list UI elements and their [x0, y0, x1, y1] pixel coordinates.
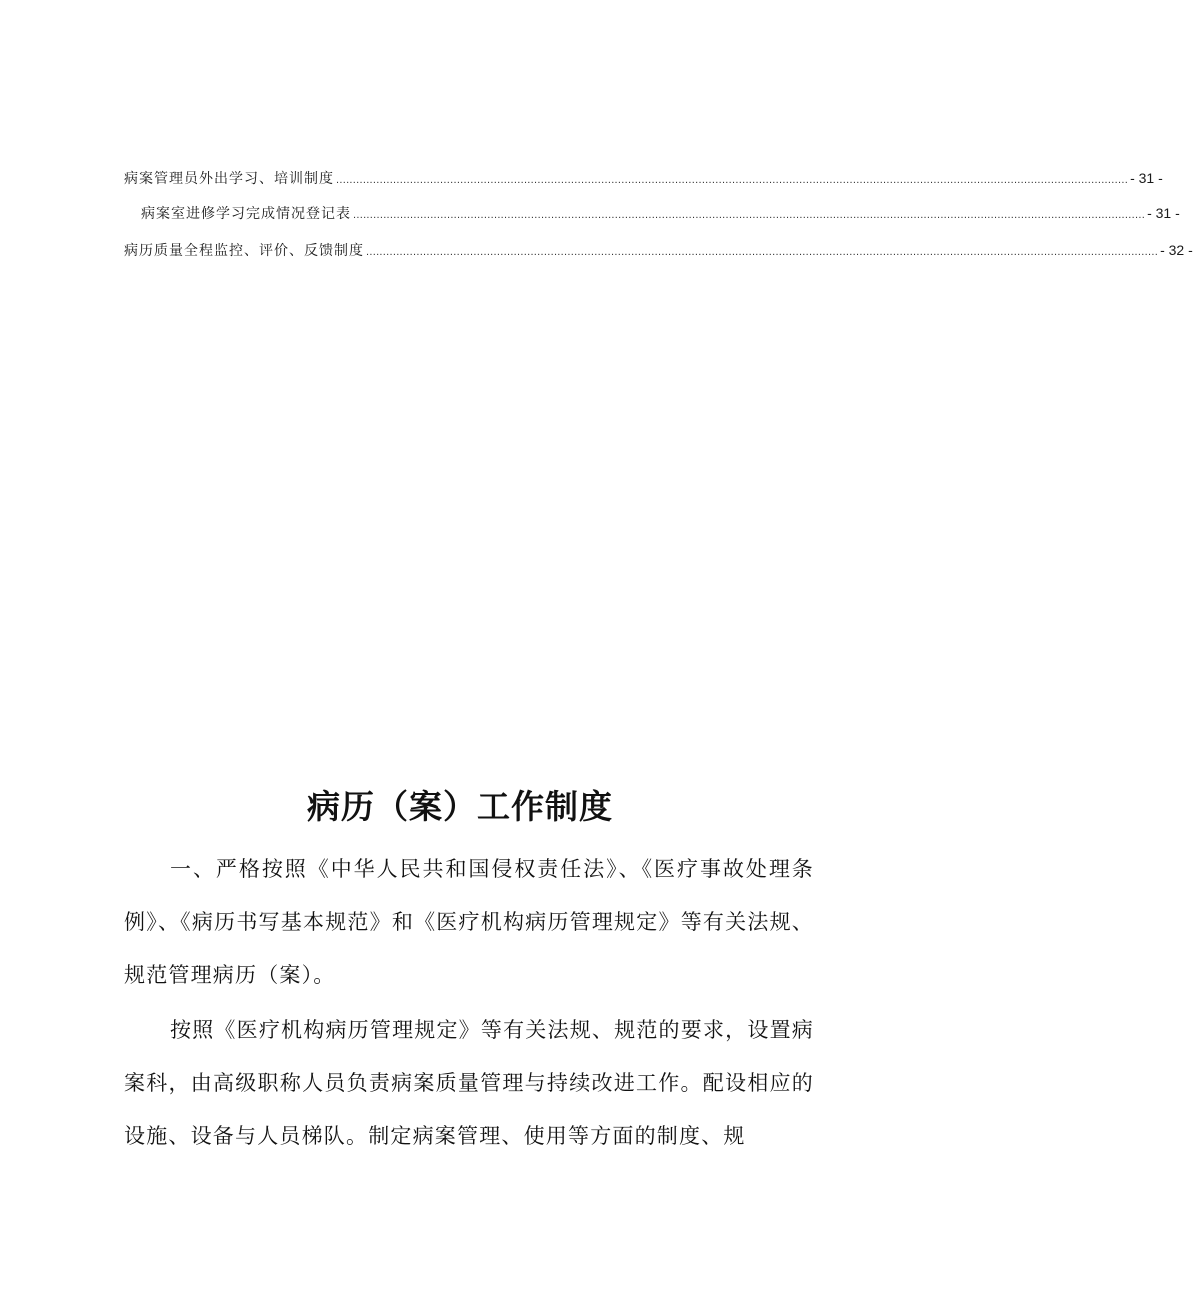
- body-paragraph: 按照《医疗机构病历管理规定》等有关法规、规范的要求，设置病案科，由高级职称人员负责病案质量管理与持续改进工作。配设相应的设施、设备与人员梯队。制定病案管理、使用等方面的制度、规: [124, 1018, 814, 1148]
- toc-entry[interactable]: [124, 168, 1163, 190]
- toc-entry-label: 病案室进修学习完成情况登记表: [141, 206, 351, 222]
- toc-entry[interactable]: [124, 240, 1193, 262]
- toc-page-number: - 31 -: [1147, 205, 1180, 221]
- body-paragraph: 一、严格按照《中华人民共和国侵权责任法》、《医疗事故处理条例》、《病历书写基本规范》和《医疗机构病历管理规定》等有关法规、规范管理病历（案）。: [124, 857, 814, 987]
- toc-page-number: - 32 -: [1160, 242, 1193, 258]
- toc-entry-label: 病案管理员外出学习、培训制度: [124, 171, 334, 187]
- toc-entry-label: 病历质量全程监控、评价、反馈制度: [124, 243, 364, 259]
- toc-dot-leader: ............................................................................................................................................................................................................................................: [353, 209, 1146, 221]
- toc-dot-leader: ............................................................................................................................................................................................................................................: [336, 174, 1129, 186]
- toc-entry[interactable]: [141, 203, 1180, 225]
- document-title: 病历（案）工作制度: [307, 787, 613, 827]
- toc-page-number: - 31 -: [1130, 170, 1163, 186]
- toc-dot-leader: ............................................................................................................................................................................................................................................: [366, 246, 1159, 258]
